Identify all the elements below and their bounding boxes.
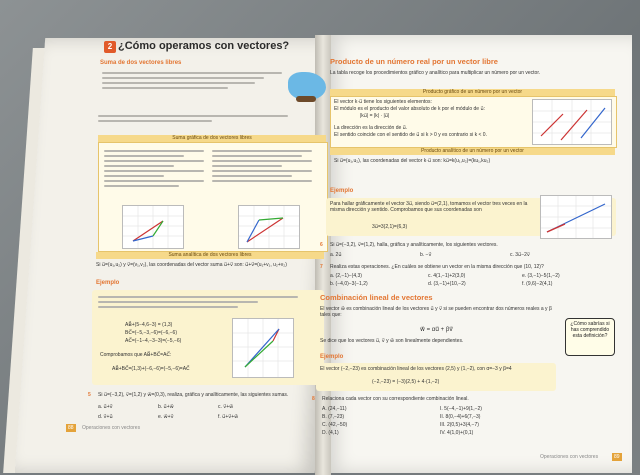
right-example-title: Ejemplo <box>330 188 354 194</box>
product-graph <box>532 99 612 145</box>
analytic-formula: Si u⃗=(u₁,u₂) y v⃗=(v₁,v₂), las coordenadas del vector suma u⃗+v⃗ son: u⃗+v⃗=(u₁+v₁, u₂+v₂) <box>96 262 287 268</box>
exercise-5-item-e: e. w⃗+v⃗ <box>158 414 174 420</box>
exercise-8-right-ii: II. 8(0,−4)+6(7,−3) <box>440 414 481 420</box>
right-intro: La tabla recoge los procedimientos gráfico y analítico para multiplicar un número por un vector. <box>330 70 541 76</box>
right-example-graph <box>540 195 612 239</box>
example-eq-2: BC⃗=(−5,−3,−6)=(−6,−6) <box>125 330 177 336</box>
example-graph <box>232 318 294 378</box>
intro-text-lines <box>102 72 282 92</box>
combo-note: Se dice que los vectores u⃗, v⃗ y w⃗ son linealmente dependientes. <box>320 338 464 344</box>
exercise-7-item-e: e. (3,−1)−5(1,−2) <box>522 273 560 279</box>
section-subtitle: Suma de dos vectores libres <box>100 60 182 66</box>
analytic-header: Suma analítica de dos vectores libres <box>96 252 324 259</box>
side-note-box: ¿Cómo sabrías si has comprendido esta definición? <box>565 318 615 356</box>
graphic-product-header: Producto gráfico de un número por un vector <box>330 89 615 96</box>
raft-illustration <box>296 96 316 102</box>
exercise-5-text: Si u⃗=(−3,2), v⃗=(1,2) y w⃗=(0,3), realiza, gráfica y analíticamente, las siguientes sumas. <box>98 392 289 398</box>
example-intro-lines <box>98 296 298 311</box>
example-eq-3: AC⃗=(−1−4,−3−3)=(−5,−6) <box>125 338 182 344</box>
exercise-6-item-b: b. −v⃗ <box>420 252 432 258</box>
combo-formula: w⃗ = αu⃗ + βv⃗ <box>420 327 453 333</box>
left-footer: Operaciones con vectores <box>82 425 141 431</box>
exercise-5-item-c: c. v⃗+w⃗ <box>218 404 234 410</box>
graphic-item-5: El sentido coincide con el sentido de u⃗ si k > 0 y es contrario si k < 0. <box>334 132 487 138</box>
example-eq-1: AB⃗+(5−4,6−3) = (1,3) <box>125 322 173 328</box>
exercise-8-left-a: A. (24,−11) <box>322 406 347 412</box>
exercise-6-text: Si u⃗=(−3,2), v⃗=(1,2), halla, gráfica y analíticamente, los siguientes vectores. <box>330 242 498 248</box>
analytic-product-header: Producto analítico de un número por un vector <box>330 148 615 155</box>
exercise-8-left-c: C. (42,−50) <box>322 422 348 428</box>
exercise-8-left-b: B. (7,−23) <box>322 414 345 420</box>
table-header: Suma gráfica de dos vectores libres <box>98 135 326 142</box>
exercise-6-item-a: a. 2u⃗ <box>330 252 342 258</box>
combo-title: Combinación lineal de vectores <box>320 293 433 302</box>
analytic-product-formula: Si u⃗=(u₁,u₂), las coordenadas del vector k·u⃗ son: ku⃗=k(u₁,u₂)=(ku₁,ku₂) <box>334 158 491 164</box>
exercise-8-right-i: I. 5(−4,−1)+9(1,−2) <box>440 406 482 412</box>
combo-example-text: El vector (−2,−23) es combinación lineal de los vectores (2,5) y (1,−2), con α=−3 y β=4 <box>320 366 512 372</box>
right-page-number: 89 <box>614 454 620 460</box>
exercise-8-left-d: D. (4,1) <box>322 430 339 436</box>
example-title: Ejemplo <box>96 280 120 286</box>
exercise-5-item-f: f. u⃗+v⃗+w⃗ <box>218 414 239 420</box>
right-footer: Operaciones con vectores <box>540 454 599 460</box>
exercise-5-item-b: b. u⃗+w⃗ <box>158 404 174 410</box>
exercise-6-item-c: c. 3u⃗−2v⃗ <box>510 252 530 258</box>
sum-graph-1 <box>122 205 184 249</box>
exercise-7-number: 7 <box>320 264 323 270</box>
combo-example-formula: (−2,−23) = (−3)(2,5) + 4·(1,−2) <box>372 379 440 385</box>
graphic-item-2: El módulo es el producto del valor absoluto de k por el módulo de u⃗: <box>334 106 486 112</box>
exercise-7-item-f: f. (9,6)−2(4,1) <box>522 281 553 287</box>
left-page-number: 88 <box>68 425 74 431</box>
right-section-title: Producto de un número real por un vector libre <box>330 57 498 66</box>
exercise-8-number: 8 <box>312 396 315 402</box>
exercise-7-item-c: c. 4(1,−1)+2(3,0) <box>428 273 466 279</box>
page-title: ¿Cómo operamos con vectores? <box>118 40 290 52</box>
check-text: Comprobamos que AB⃗+BC⃗=AC⃗: <box>100 352 172 358</box>
sum-graph-2 <box>238 205 300 249</box>
exercise-7-item-b: b. (−4,0)−3(−1,2) <box>330 281 368 287</box>
exercise-5-item-a: a. u⃗+v⃗ <box>98 404 113 410</box>
right-example-text: Para hallar gráficamente el vector 3u⃗, siendo u⃗=(2,1), tomamos el vector tres veces en la misma dirección y sentido. Comprobamos que sus coordenadas son <box>330 201 528 213</box>
exercise-8-text: Relaciona cada vector con su correspondiente combinación lineal. <box>322 396 469 402</box>
section-number-badge: 2 <box>104 41 116 53</box>
check-formula: AB⃗+BC⃗=(1,3)+(−6,−6)=(−5,−6)=AC⃗ <box>112 366 190 372</box>
table-col1-lines <box>104 150 204 190</box>
exercise-5-number: 5 <box>88 392 91 398</box>
table-intro-lines <box>98 115 288 125</box>
exercise-6-number: 6 <box>320 242 323 248</box>
graphic-item-3: |ku⃗| = |k| · |u⃗| <box>360 113 390 119</box>
graphic-item-4: La dirección es la dirección de u⃗. <box>334 125 408 131</box>
exercise-7-item-a: a. (2,−1)−(4,3) <box>330 273 362 279</box>
exercise-7-item-d: d. (3,−1)+(10,−2) <box>428 281 466 287</box>
exercise-8-right-iv: IV. 4(1,0)+(0,1) <box>440 430 474 436</box>
table-col2-lines <box>212 150 312 185</box>
exercise-7-text: Realiza estas operaciones. ¿En cuáles se obtiene un vector en la misma dirección que (10, 12)? <box>330 264 544 270</box>
combo-text: El vector w⃗ es combinación lineal de los vectores u⃗ y v⃗ si se pueden encontrar dos números reales a y β tales que: <box>320 306 552 318</box>
exercise-8-right-iii: III. 2(0,5)+3(4,−7) <box>440 422 479 428</box>
combo-example-title: Ejemplo <box>320 354 344 360</box>
right-example-formula: 3u⃗=3(2,1)=(6,3) <box>372 224 408 230</box>
graphic-item-1: El vector k·u⃗ tiene los siguientes elementos: <box>334 99 432 105</box>
exercise-5-item-d: d. v⃗+u⃗ <box>98 414 113 420</box>
